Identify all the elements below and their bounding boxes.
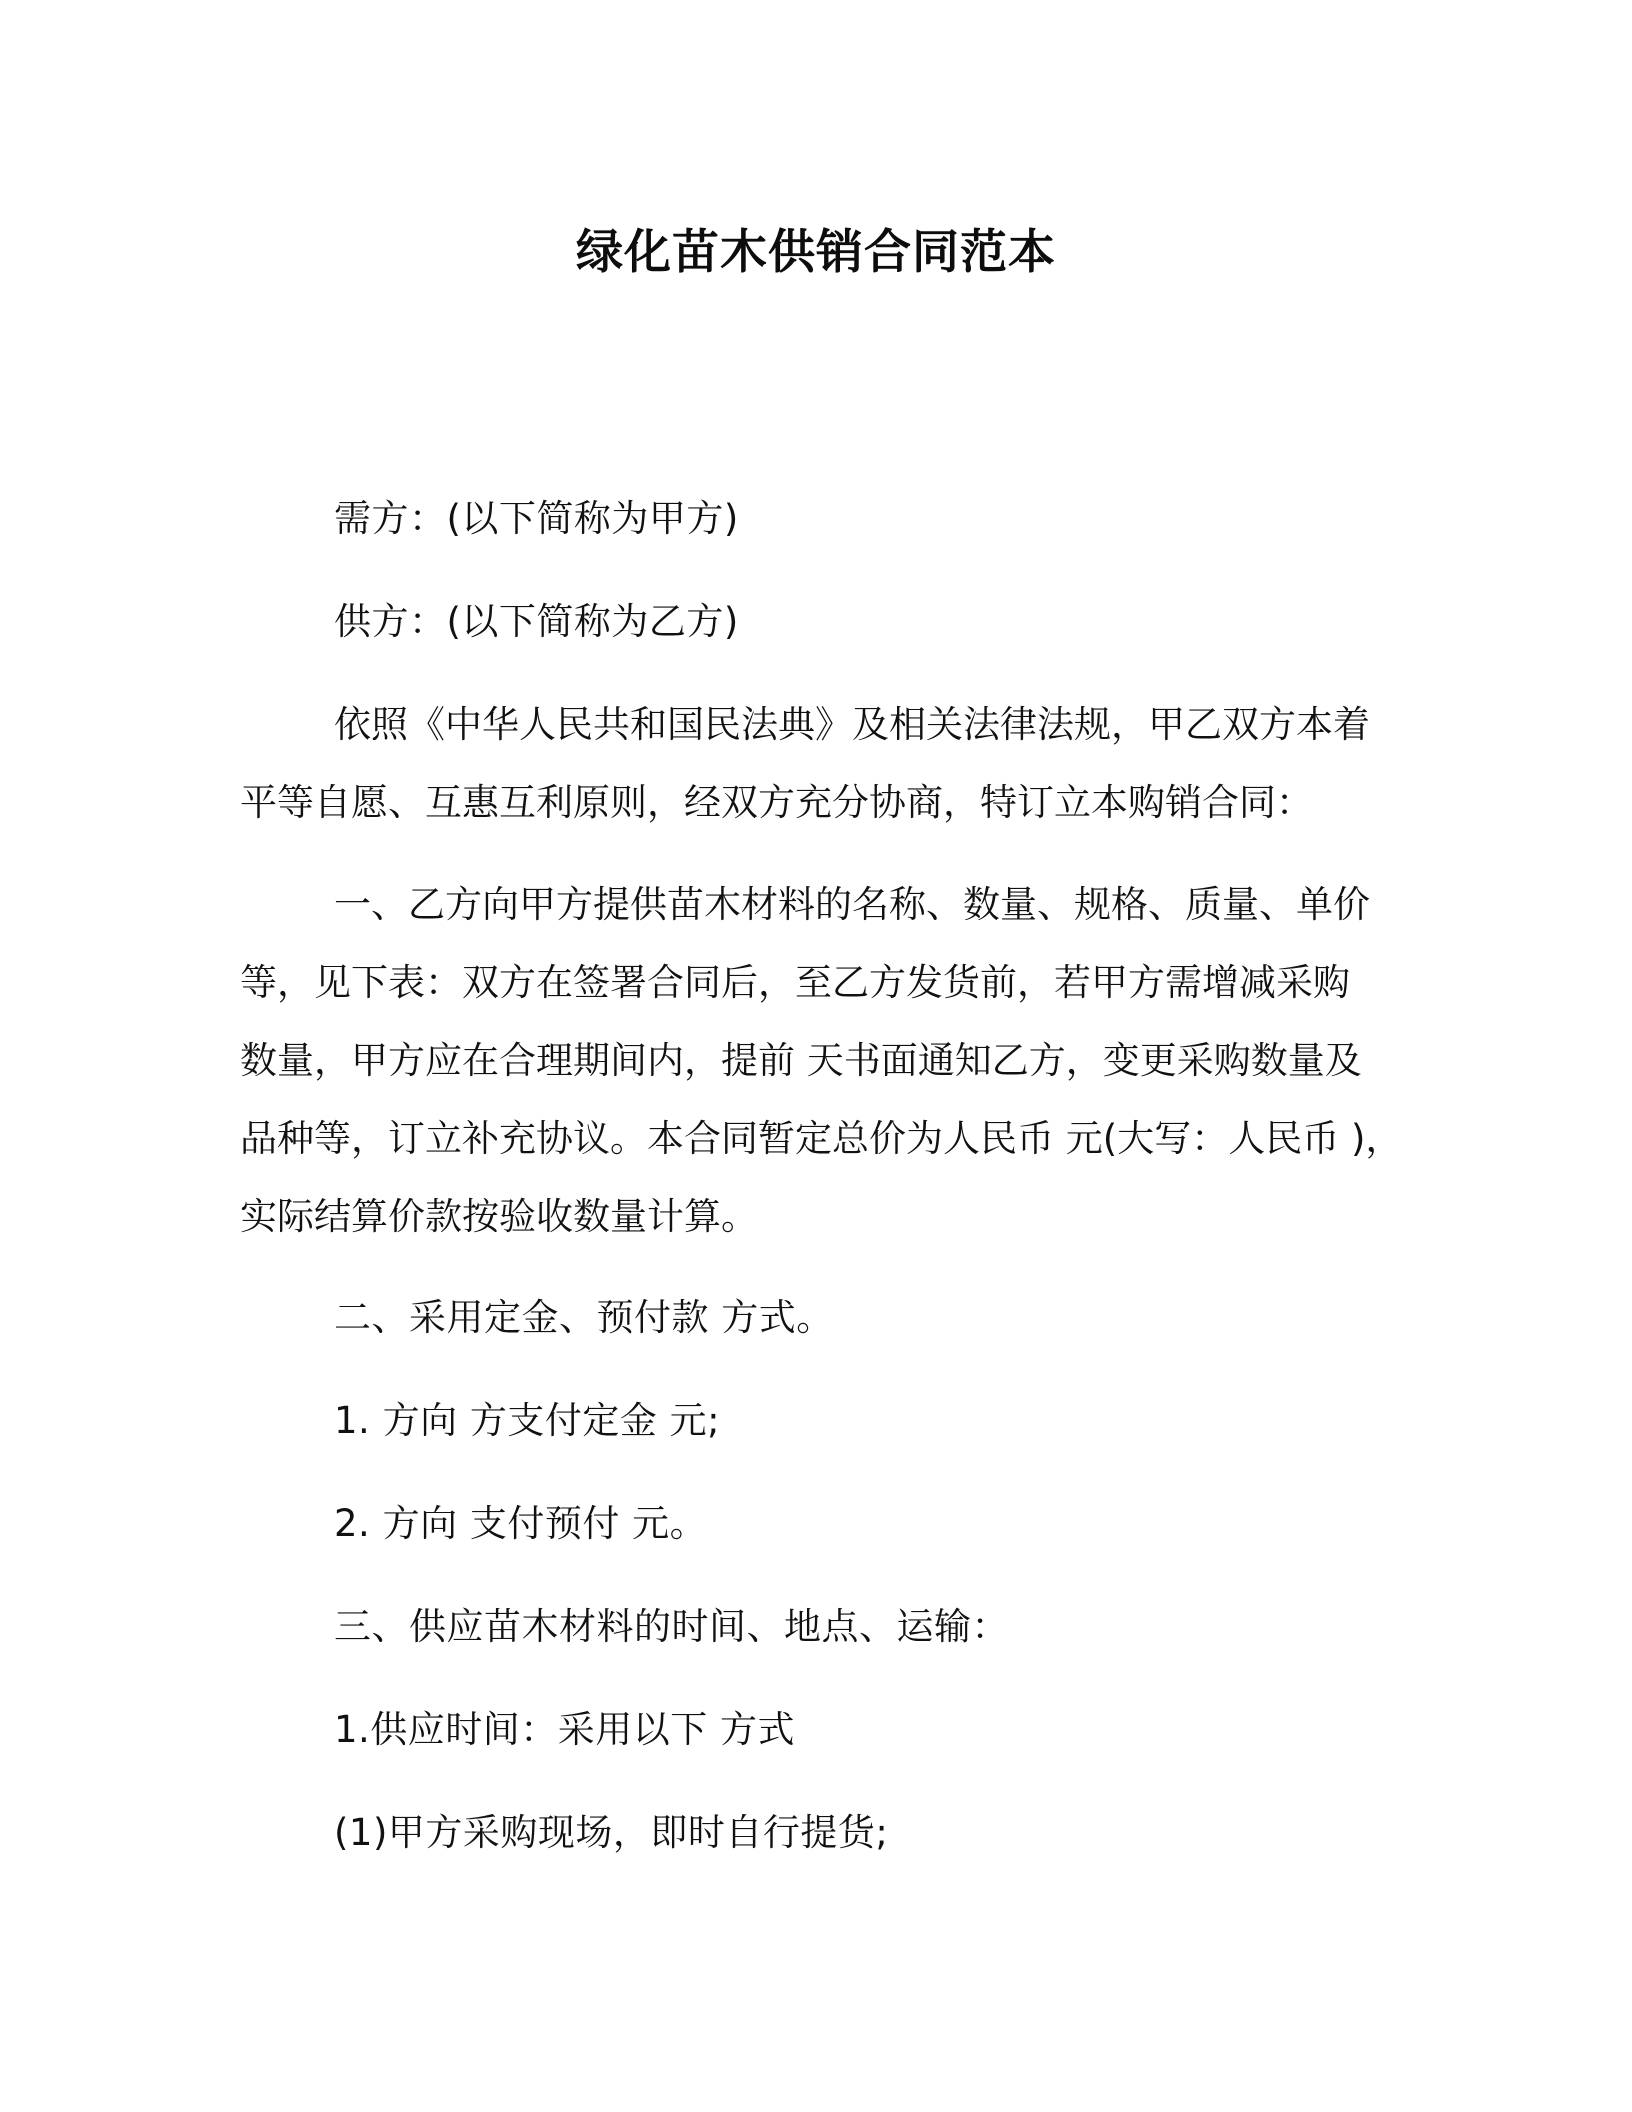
document-title: 绿化苗木供销合同范本 (576, 225, 1056, 280)
clause-1-line: 数量，甲方应在合理期间内，提前 天书面通知乙方，变更采购数量及 (240, 1039, 1362, 1082)
clause-3-item-1-sub-1: (1)甲方采购现场，即时自行提货; (334, 1811, 889, 1854)
clause-2-item-2: 2. 方向 支付预付 元。 (334, 1502, 708, 1545)
clause-1-line: 等，见下表：双方在签署合同后，至乙方发货前，若甲方需增减采购 (240, 961, 1350, 1004)
clause-1-line: 一、乙方向甲方提供苗木材料的名称、数量、规格、质量、单价 (334, 883, 1370, 926)
clause-3-heading: 三、供应苗木材料的时间、地点、运输： (334, 1605, 1009, 1648)
party-a-line: 需方：(以下简称为甲方) (334, 497, 739, 540)
clause-1-paragraph (240, 866, 1403, 1256)
intro-line: 平等自愿、互惠互利原则，经双方充分协商，特订立本购销合同： (240, 781, 1313, 824)
party-b-line: 供方：(以下简称为乙方) (334, 600, 739, 643)
clause-3-item-1: 1.供应时间：采用以下 方式 (334, 1708, 796, 1751)
clause-1-line: 品种等，订立补充协议。本合同暂定总价为人民币 元(大写：人民币 )， (240, 1117, 1403, 1160)
intro-line: 依照《中华人民共和国民法典》及相关法律法规，甲乙双方本着 (334, 703, 1370, 746)
clause-1-line: 实际结算价款按验收数量计算。 (240, 1195, 758, 1238)
clause-2-item-1: 1. 方向 方支付定金 元; (334, 1399, 721, 1442)
intro-paragraph (240, 686, 1386, 842)
clause-2-heading: 二、采用定金、预付款 方式。 (334, 1296, 834, 1339)
